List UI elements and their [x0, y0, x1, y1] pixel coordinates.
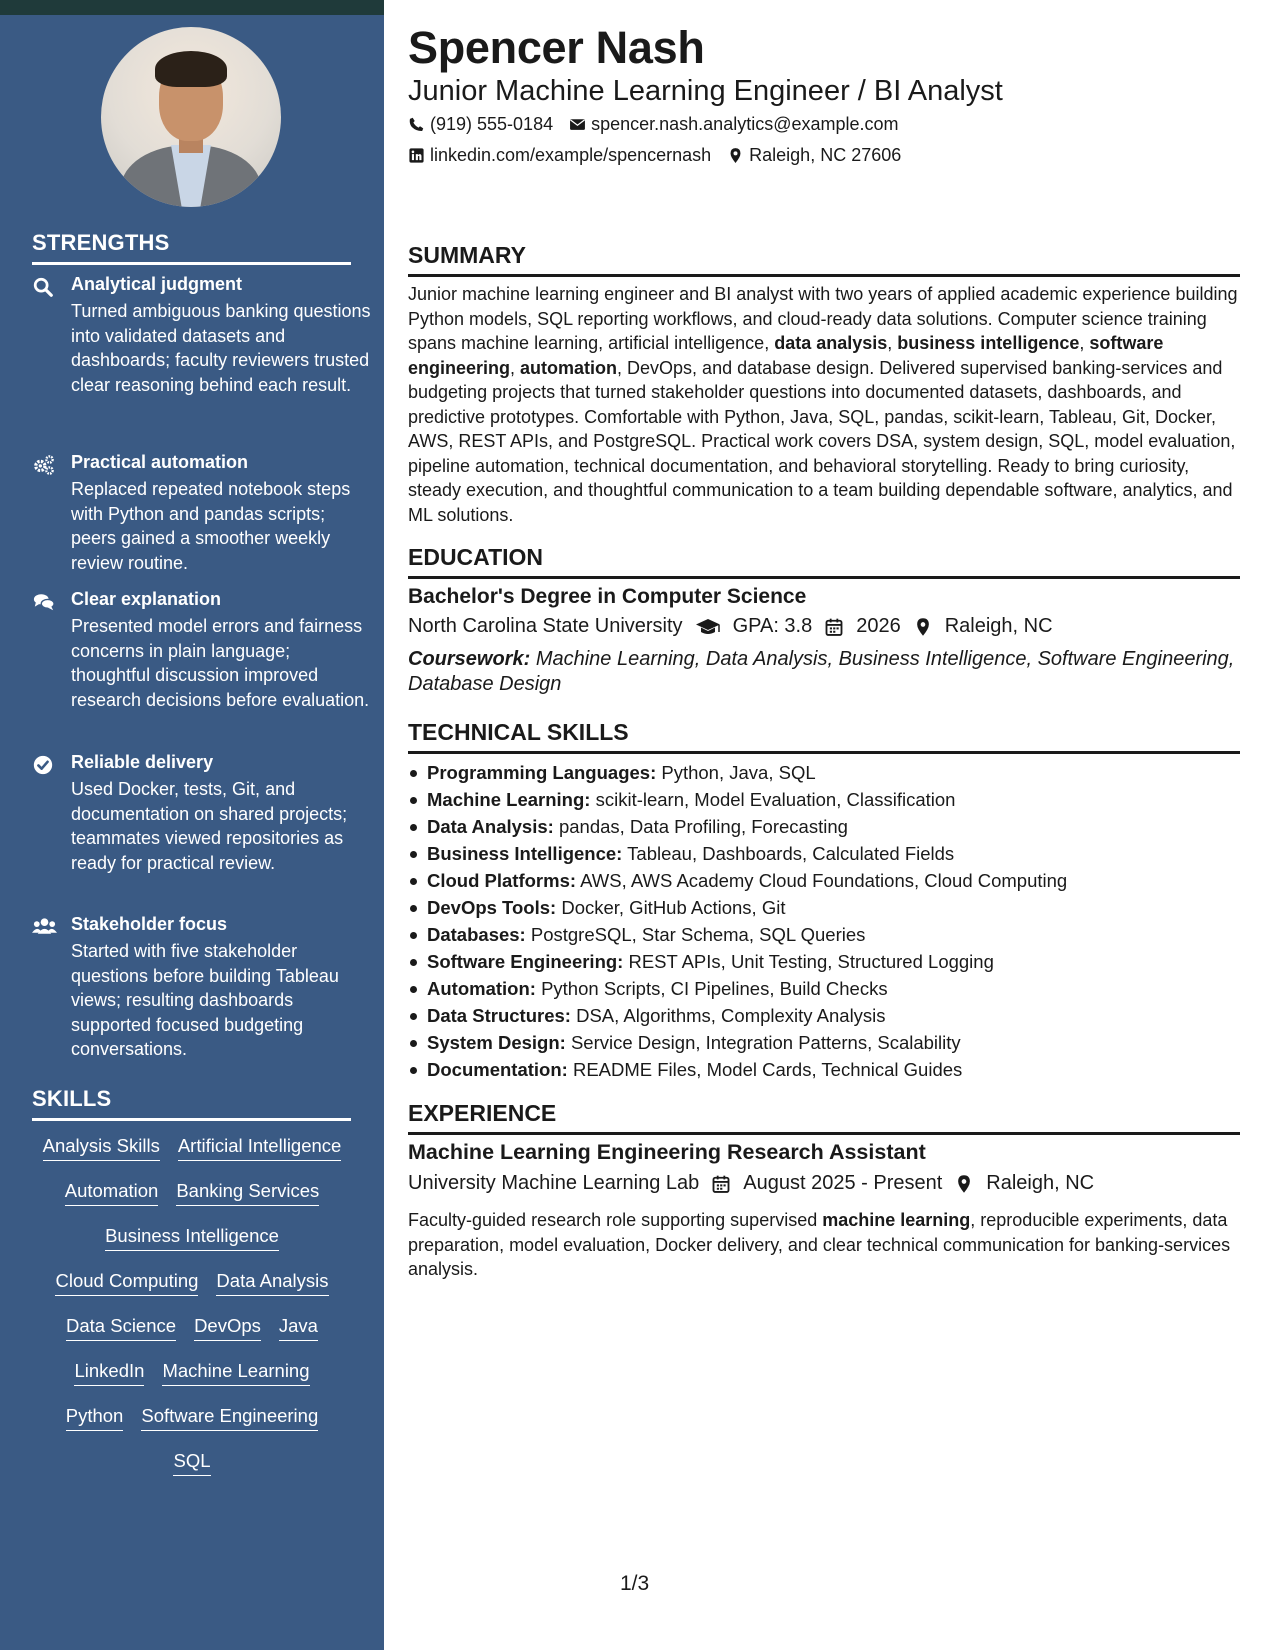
linkedin-icon [408, 147, 425, 164]
summary-highlight: data analysis [774, 333, 888, 353]
summary-part: , [1079, 333, 1090, 353]
candidate-name: Spencer Nash [408, 22, 705, 73]
skill-tag: Analysis Skills [43, 1135, 160, 1161]
skill-category: Automation: [427, 978, 536, 999]
skill-values: scikit-learn, Model Evaluation, Classification [595, 789, 956, 810]
strength-title: Analytical judgment [71, 274, 243, 294]
map-pin-icon [727, 147, 744, 164]
skill-row [0, 1360, 384, 1386]
profile-photo [101, 27, 281, 207]
list-item [408, 948, 1240, 975]
strength-text: Turned ambiguous banking questions into validated datasets and dashboards; faculty reviewers trusted clear reasoning behind each result. [71, 301, 371, 395]
contact-email[interactable] [569, 114, 898, 135]
skill-values: PostgreSQL, Star Schema, SQL Queries [530, 924, 866, 945]
skills-heading: SKILLS [32, 1086, 351, 1121]
skill-category: Data Structures: [427, 1005, 571, 1026]
strengths-heading: STRENGTHS [32, 230, 351, 265]
skill-tag: Machine Learning [162, 1360, 309, 1386]
envelope-icon [569, 116, 586, 133]
linkedin-text: linkedin.com/example/spencernash [430, 145, 712, 165]
strength-title: Practical automation [71, 452, 249, 472]
experience-heading: EXPERIENCE [408, 1100, 1240, 1135]
list-item [408, 867, 1240, 894]
location-text: Raleigh, NC 27606 [749, 145, 902, 165]
skill-values: Docker, GitHub Actions, Git [561, 897, 786, 918]
skill-category: Databases: [427, 924, 526, 945]
summary-part: Junior machine learning engineer and BI analyst with two years of applied academic experience building Python models, SQL reporting workflows, and cloud-ready data solutions. Computer science training spans machine learning, artificial intelligence, [408, 284, 1238, 353]
phone-text: (919) 555-0184 [430, 114, 554, 134]
skill-tag: Data Analysis [216, 1270, 328, 1296]
skill-tag: Cloud Computing [55, 1270, 198, 1296]
contact-phone[interactable] [408, 114, 553, 135]
skill-values: pandas, Data Profiling, Forecasting [558, 816, 848, 837]
skill-row [0, 1135, 384, 1161]
gears-icon [32, 454, 54, 476]
coursework [408, 647, 1240, 697]
contact-row [408, 114, 899, 135]
job-location: Raleigh, NC [986, 1172, 1095, 1194]
job-title: Machine Learning Engineering Research Assistant [408, 1140, 926, 1164]
list-item [408, 1002, 1240, 1029]
skill-row [0, 1405, 384, 1431]
skill-tag: Artificial Intelligence [178, 1135, 342, 1161]
strength-title: Clear explanation [71, 589, 222, 609]
summary-text [408, 282, 1240, 527]
school-location: Raleigh, NC [944, 615, 1053, 637]
skill-category: Software Engineering: [427, 951, 624, 972]
strength-text: Started with five stakeholder questions before building Tableau views; resulting dashboards supported focused budgeting conversations. [71, 941, 339, 1059]
job-description [408, 1208, 1240, 1282]
skill-category: DevOps Tools: [427, 897, 557, 918]
skill-tag: Python [66, 1405, 124, 1431]
skill-values: README Files, Model Cards, Technical Guides [572, 1059, 963, 1080]
degree-title: Bachelor's Degree in Computer Science [408, 585, 807, 608]
technical-skills-list [408, 759, 1240, 1083]
calendar-icon [711, 1174, 731, 1194]
skill-values: DSA, Algorithms, Complexity Analysis [576, 1005, 886, 1026]
strength-title: Reliable delivery [71, 752, 214, 772]
strength-text: Presented model errors and fairness concerns in plain language; thoughtful discussion improved research decisions before evaluation. [71, 616, 370, 710]
page-number: 1/3 [620, 1572, 650, 1595]
skill-values: Tableau, Dashboards, Calculated Fields [627, 843, 955, 864]
candidate-role: Junior Machine Learning Engineer / BI Analyst [408, 75, 1003, 107]
skill-row [0, 1225, 384, 1251]
contact-location [727, 145, 901, 166]
summary-heading: SUMMARY [408, 242, 1240, 277]
list-item [408, 759, 1240, 786]
sidebar [0, 0, 384, 1650]
search-icon [32, 276, 54, 298]
skill-tag: Automation [65, 1180, 159, 1206]
graduation-cap-icon [695, 617, 721, 637]
skill-row [0, 1180, 384, 1206]
email-text: spencer.nash.analytics@example.com [591, 114, 899, 134]
organization: University Machine Learning Lab [408, 1172, 700, 1194]
description-part: , reproducible experiments, data preparation, model evaluation, Docker delivery, and clear technical communication for banking-services analysis. [408, 1210, 1231, 1279]
list-item [408, 840, 1240, 867]
calendar-icon [824, 617, 844, 637]
comments-icon [32, 591, 54, 613]
contact-linkedin[interactable] [408, 145, 711, 166]
description-highlight: machine learning [822, 1210, 971, 1230]
skill-tag: SQL [173, 1450, 210, 1476]
skill-row [0, 1270, 384, 1296]
technical-skills-heading: TECHNICAL SKILLS [408, 719, 1240, 754]
school-name: North Carolina State University [408, 615, 683, 637]
skill-category: Programming Languages: [427, 762, 657, 783]
check-circle-icon [32, 754, 54, 776]
strength-title: Stakeholder focus [71, 914, 228, 934]
summary-part: , [510, 357, 521, 378]
skill-tag: LinkedIn [74, 1360, 144, 1386]
graduation-year: 2026 [856, 615, 901, 637]
skill-category: Data Analysis: [427, 816, 554, 837]
map-pin-icon [954, 1174, 974, 1194]
list-item [408, 975, 1240, 1002]
skill-row [0, 1450, 384, 1476]
skill-tag: DevOps [194, 1315, 261, 1341]
strength-text: Replaced repeated notebook steps with Python and pandas scripts; peers gained a smoother weekly review routine. [71, 479, 351, 573]
skill-values: AWS, AWS Academy Cloud Foundations, Cloud Computing [580, 870, 1068, 891]
summary-highlight: business intelligence [897, 333, 1080, 353]
skill-tag: Business Intelligence [105, 1225, 279, 1251]
users-icon [32, 916, 54, 938]
summary-highlight: automation [520, 357, 618, 378]
summary-highlight: software engineering [408, 333, 1164, 378]
skill-category: Machine Learning: [427, 789, 591, 810]
skill-values: Service Design, Integration Patterns, Scalability [570, 1032, 961, 1053]
skill-tag: Data Science [66, 1315, 176, 1341]
coursework-list: Machine Learning, Data Analysis, Business Intelligence, Software Engineering, Database Design [408, 648, 1235, 695]
list-item [408, 921, 1240, 948]
skill-tag: Banking Services [176, 1180, 319, 1206]
skill-tag: Java [279, 1315, 318, 1341]
list-item [408, 894, 1240, 921]
skill-values: REST APIs, Unit Testing, Structured Logging [628, 951, 994, 972]
summary-part: , [887, 333, 898, 353]
skill-values: Python Scripts, CI Pipelines, Build Checks [541, 978, 888, 999]
job-dates: August 2025 - Present [743, 1172, 943, 1194]
gpa: GPA: 3.8 [732, 615, 813, 637]
skill-category: System Design: [427, 1032, 566, 1053]
skill-category: Cloud Platforms: [427, 870, 577, 891]
list-item [408, 1056, 1240, 1083]
job-meta [408, 1172, 1094, 1195]
skill-tag: Software Engineering [141, 1405, 318, 1431]
list-item [408, 786, 1240, 813]
strength-text: Used Docker, tests, Git, and documentation on shared projects; teammates viewed repositories as ready for practical review. [71, 779, 348, 873]
list-item [408, 1029, 1240, 1056]
phone-icon [408, 116, 425, 133]
sidebar-top-bar [0, 0, 384, 15]
skill-category: Documentation: [427, 1059, 568, 1080]
description-part: Faculty-guided research role supporting supervised [408, 1210, 823, 1230]
summary-part: , DevOps, and database design. Delivered supervised banking-services and budgeting projects that turned stakeholder questions into documented datasets, dashboards, and predictive prototypes. Comfortable with Python, Java, SQL, pandas, scikit-learn, Tableau, Git, Docker, AWS, REST APIs, and PostgreSQL. Practical work covers DSA, system design, SQL, model evaluation, pipeline automation, technical documentation, and behavioral storytelling. Ready to bring curiosity, steady execution, and thoughtful communication to a team building dependable software, analytics, and ML solutions. [408, 357, 1236, 525]
coursework-label: Coursework: [408, 648, 531, 670]
contact-row [408, 145, 901, 166]
education-heading: EDUCATION [408, 544, 1240, 579]
map-pin-icon [913, 617, 933, 637]
education-meta [408, 615, 1053, 638]
skill-category: Business Intelligence: [427, 843, 623, 864]
skill-row [0, 1315, 384, 1341]
list-item [408, 813, 1240, 840]
skill-values: Python, Java, SQL [661, 762, 816, 783]
